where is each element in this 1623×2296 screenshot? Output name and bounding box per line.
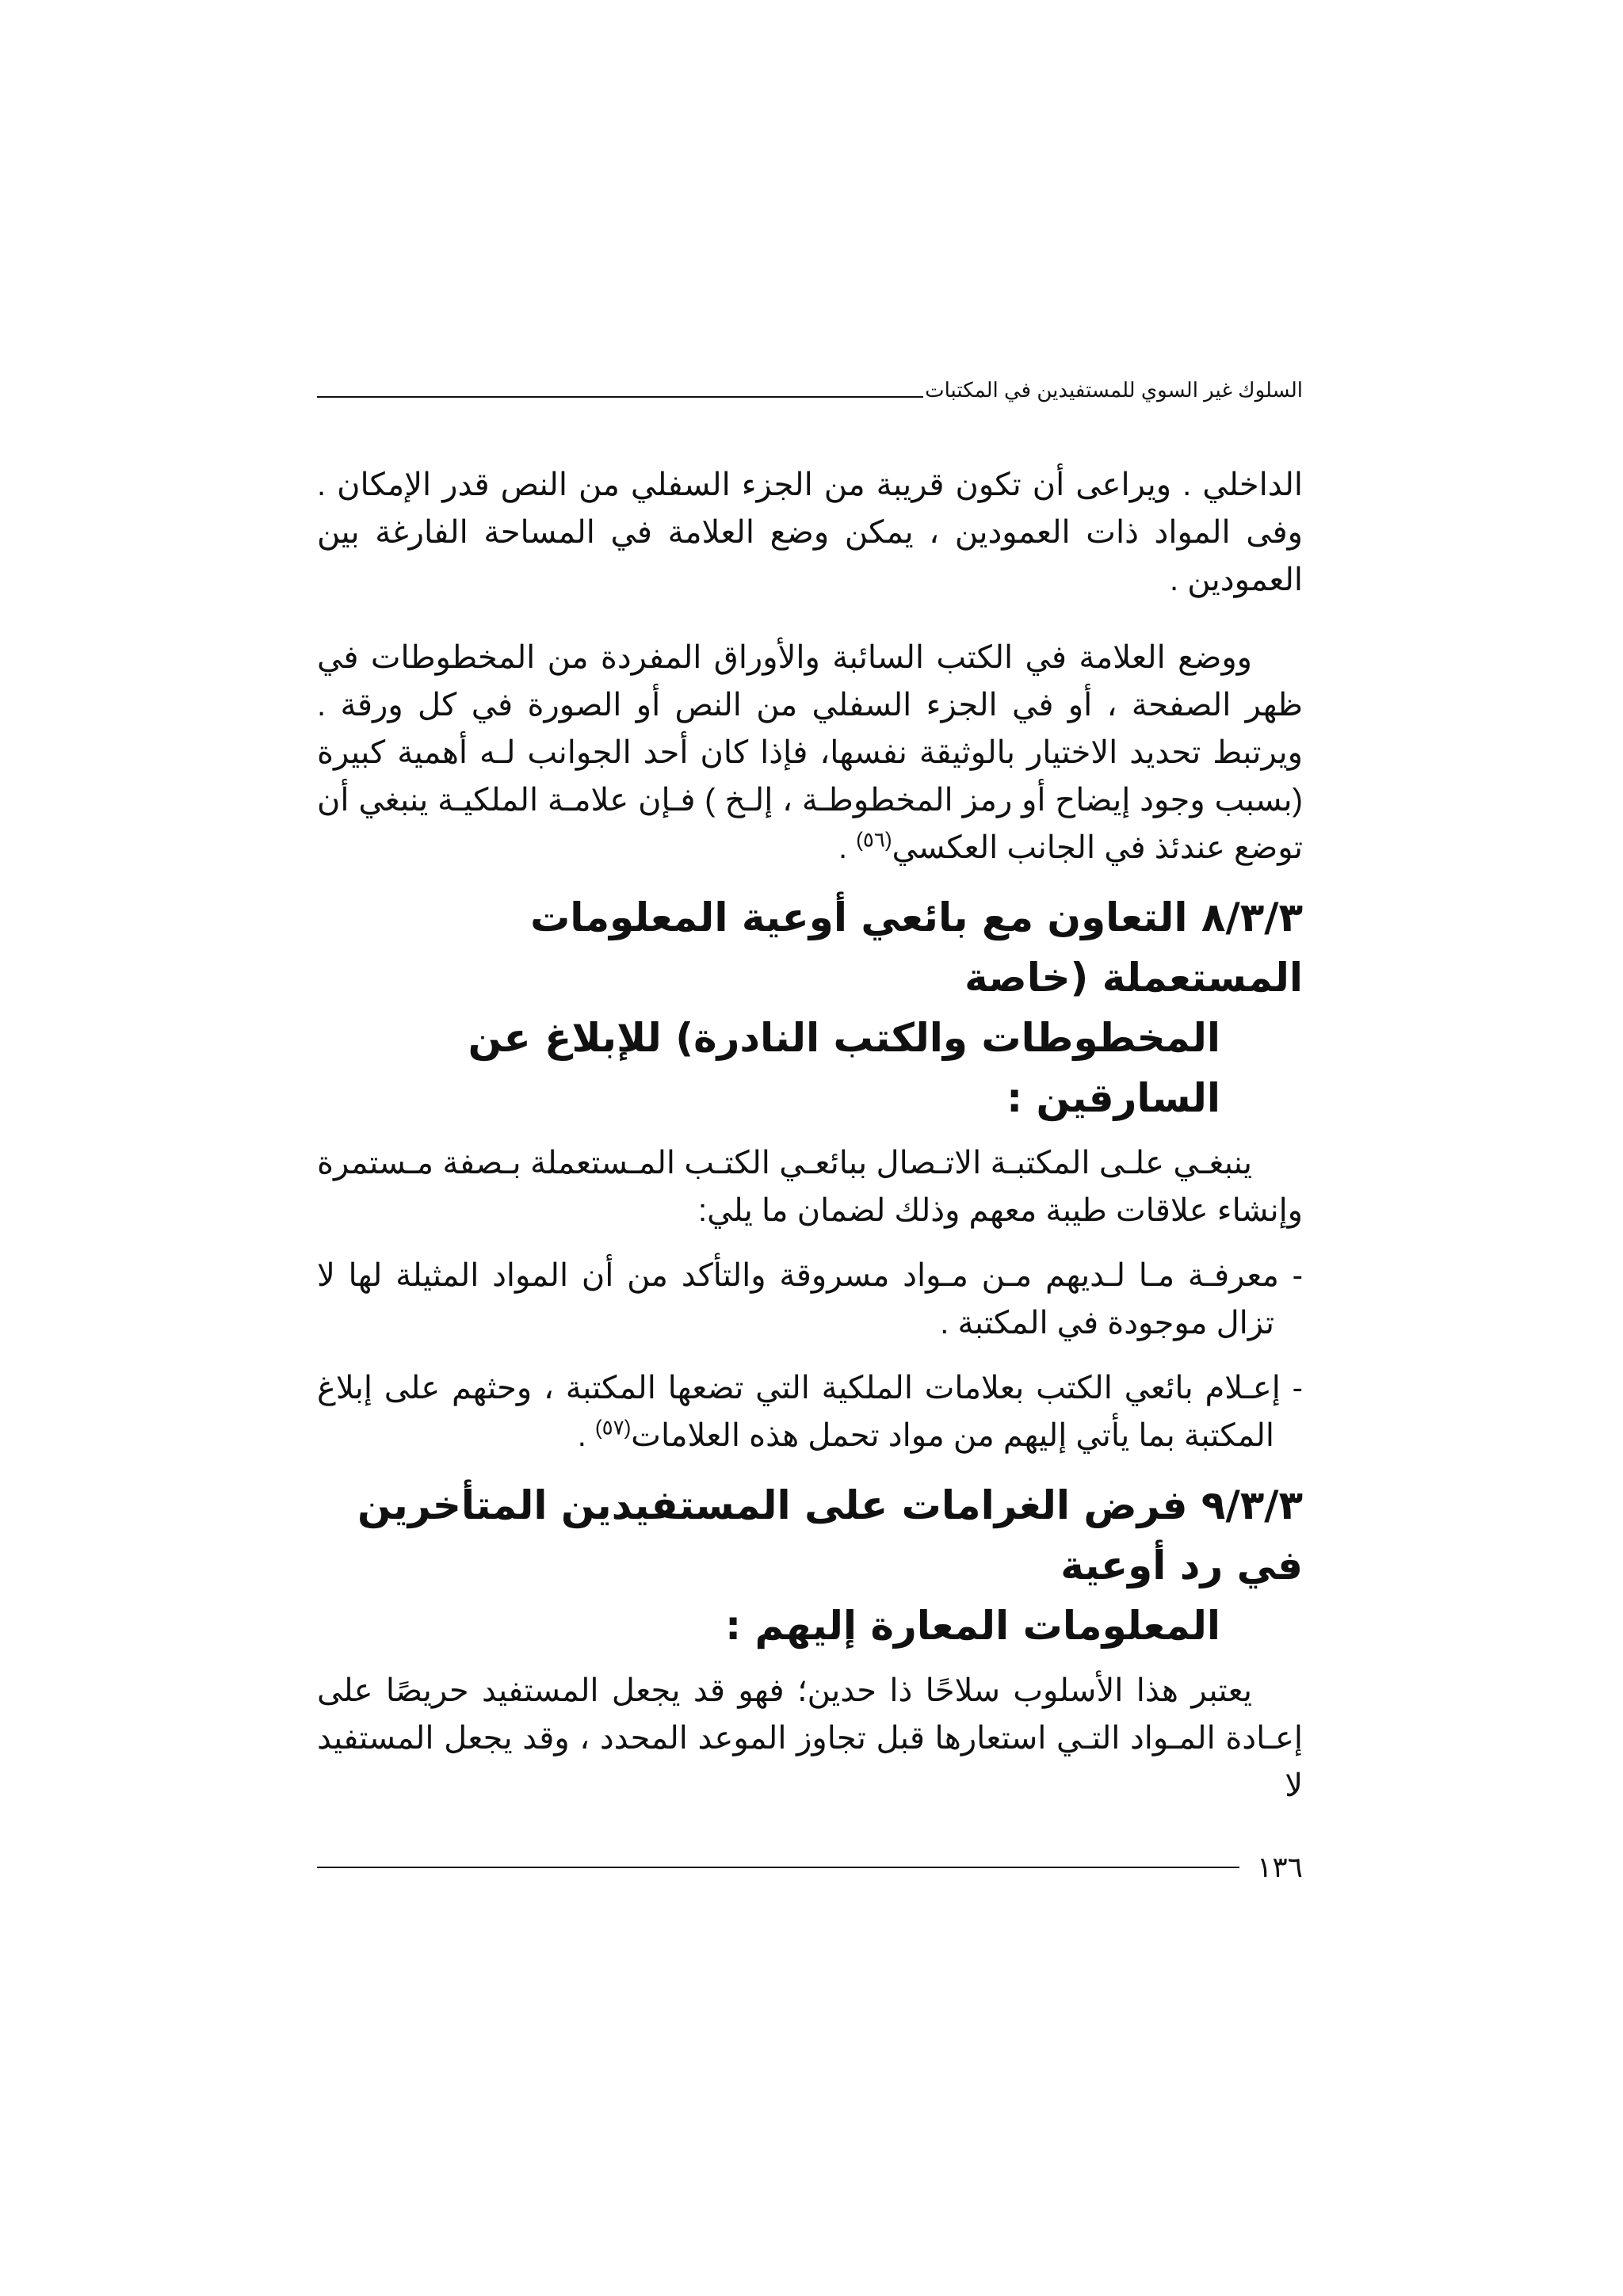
paragraph-2-end: . bbox=[838, 830, 857, 865]
bullet-item: - معرفـة مـا لـديهم مـن مـواد مسروقة والتأكد من أن المواد المثيلة لها لا تزال موجودة في المكتبة . bbox=[317, 1258, 1304, 1341]
bullet-item-text: - إعـلام بائعي الكتب بعلامات الملكية التي تضعها المكتبة ، وحثهم على إبلاغ المكتبة بما يأتي إليهم من مواد تحمل هذه العلامات bbox=[317, 1371, 1303, 1453]
header-rule bbox=[317, 396, 923, 398]
section-heading-9 bbox=[317, 1475, 1303, 1656]
paragraph-1: الداخلي . ويراعى أن تكون قريبة من الجزء السفلي من النص قدر الإمكان . وفى المواد ذات العمودين ، يمكن وضع العلامة في المساحة الفارغة بين العمودين . bbox=[317, 467, 1303, 597]
bullet-item bbox=[317, 1364, 1303, 1459]
bullet-item-end: . bbox=[577, 1418, 595, 1453]
running-header bbox=[317, 377, 1303, 402]
section-heading-8-line2: المخطوطات والكتب النادرة) للإبلاغ عن السارقين : bbox=[468, 1015, 1220, 1121]
section-heading-9-line2: المعلومات المعارة إليهم : bbox=[725, 1603, 1220, 1649]
page-footer bbox=[317, 1851, 1303, 1884]
page-number: ١٣٦ bbox=[1256, 1851, 1303, 1883]
section-heading-8 bbox=[317, 887, 1303, 1128]
section-9-text: يعتبر هذا الأسلوب سلاحًا ذا حدين؛ فهو قد يجعل المستفيد حريصًا على إعـادة المـواد التـي استعارها قبل تجاوز الموعد المحدد ، وقد يجعل المستفيد لا bbox=[317, 1673, 1303, 1803]
bullet-list bbox=[317, 1252, 1303, 1459]
footnote-marker-57: (٥٧) bbox=[595, 1415, 632, 1440]
section-heading-8-line1: ٨/٣/٣ التعاون مع بائعي أوعية المعلومات المستعملة (خاصة bbox=[530, 894, 1303, 1001]
footnote-marker-56: (٥٦) bbox=[856, 827, 892, 852]
footer-rule bbox=[317, 1867, 1239, 1868]
page-body bbox=[317, 461, 1303, 1810]
paragraph-2-text: ووضع العلامة في الكتب السائبة والأوراق المفردة من المخطوطات في ظهر الصفحة ، أو في الجزء السفلي من النص أو الصورة في كل ورقة . ويرتبط تحديد الاختيار بالوثيقة نفسها، فإذا كان أحد الجوانب لـه أهمية كبيرة (بسبب وجود إيضاح أو رمز المخطوطـة ، إلـخ ) فـإن علامـة الملكيـة ينبغي أن توضع عندئذ في الجانب العكسي bbox=[317, 640, 1304, 865]
running-header-title: السلوك غير السوي للمستفيدين في المكتبات bbox=[925, 378, 1303, 402]
section-heading-9-line1: ٩/٣/٣ فرض الغرامات على المستفيدين المتأخرين في رد أوعية bbox=[357, 1482, 1303, 1589]
paragraph-2 bbox=[317, 634, 1303, 871]
section-8-intro: ينبغـي علـى المكتبـة الاتـصال ببائعـي الكتـب المـستعملة بـصفة مـستمرة وإنشاء علاقات طيبة معهم وذلك لضمان ما يلي: bbox=[317, 1146, 1303, 1228]
